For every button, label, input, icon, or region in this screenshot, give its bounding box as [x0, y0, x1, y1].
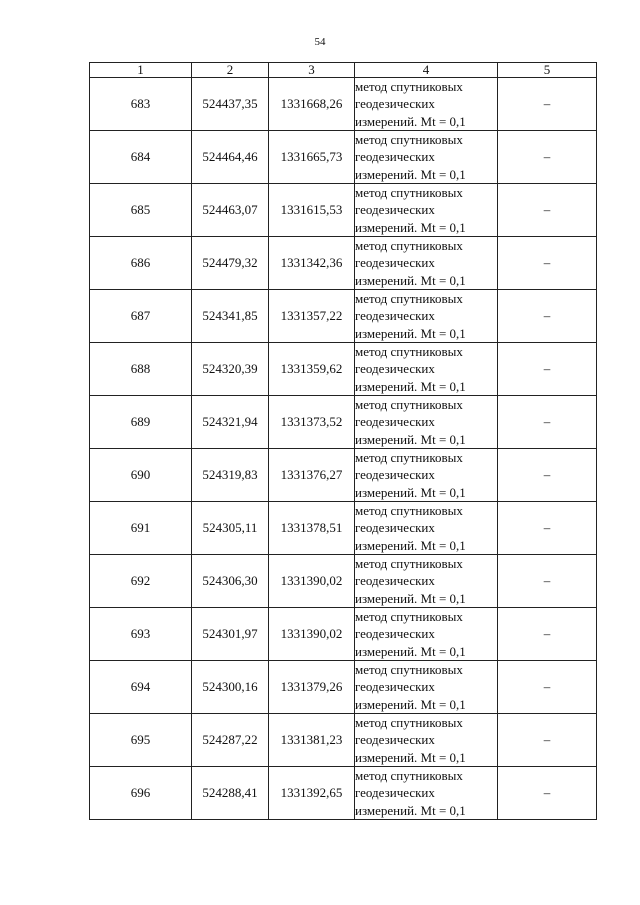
method-line: геодезических — [355, 626, 435, 642]
method-cell — [355, 184, 498, 237]
method-line: геодезических — [355, 414, 435, 430]
x-coordinate-cell: 524288,41 — [192, 767, 269, 820]
note-cell: – — [498, 767, 597, 820]
method-line: геодезических — [355, 149, 435, 165]
method-line: измерений. Mt = 0,1 — [355, 802, 466, 818]
method-line: измерений. Mt = 0,1 — [355, 325, 466, 341]
method-cell — [355, 237, 498, 290]
note-cell: – — [498, 78, 597, 131]
point-number-cell: 693 — [90, 608, 192, 661]
x-coordinate-cell: 524300,16 — [192, 661, 269, 714]
method-cell — [355, 78, 498, 131]
method-line: измерений. Mt = 0,1 — [355, 696, 466, 712]
note-cell: – — [498, 184, 597, 237]
y-coordinate-cell: 1331668,26 — [269, 78, 355, 131]
method-line: метод спутниковых — [355, 715, 463, 731]
method-line: измерений. Mt = 0,1 — [355, 272, 466, 288]
column-header: 1 — [90, 63, 192, 78]
coordinates-table — [89, 62, 597, 820]
method-line: метод спутниковых — [355, 344, 463, 360]
table-header — [90, 63, 597, 78]
method-line: метод спутниковых — [355, 556, 463, 572]
table-row — [90, 714, 597, 767]
method-line: метод спутниковых — [355, 132, 463, 148]
method-line: измерений. Mt = 0,1 — [355, 219, 466, 235]
table-row — [90, 767, 597, 820]
column-header: 2 — [192, 63, 269, 78]
method-cell — [355, 555, 498, 608]
method-cell — [355, 449, 498, 502]
point-number-cell: 692 — [90, 555, 192, 608]
method-cell — [355, 661, 498, 714]
method-cell — [355, 131, 498, 184]
y-coordinate-cell: 1331373,52 — [269, 396, 355, 449]
method-line: метод спутниковых — [355, 768, 463, 784]
y-coordinate-cell: 1331392,65 — [269, 767, 355, 820]
point-number-cell: 689 — [90, 396, 192, 449]
method-line: геодезических — [355, 679, 435, 695]
method-line: измерений. Mt = 0,1 — [355, 590, 466, 606]
method-line: метод спутниковых — [355, 185, 463, 201]
table-row — [90, 78, 597, 131]
point-number-cell: 687 — [90, 290, 192, 343]
method-line: метод спутниковых — [355, 503, 463, 519]
method-cell — [355, 714, 498, 767]
point-number-cell: 686 — [90, 237, 192, 290]
x-coordinate-cell: 524479,32 — [192, 237, 269, 290]
table-row — [90, 661, 597, 714]
note-cell: – — [498, 608, 597, 661]
y-coordinate-cell: 1331390,02 — [269, 555, 355, 608]
point-number-cell: 691 — [90, 502, 192, 555]
method-line: измерений. Mt = 0,1 — [355, 378, 466, 394]
column-header: 5 — [498, 63, 597, 78]
note-cell: – — [498, 396, 597, 449]
method-line: измерений. Mt = 0,1 — [355, 484, 466, 500]
note-cell: – — [498, 237, 597, 290]
note-cell: – — [498, 290, 597, 343]
y-coordinate-cell: 1331378,51 — [269, 502, 355, 555]
point-number-cell: 684 — [90, 131, 192, 184]
y-coordinate-cell: 1331342,36 — [269, 237, 355, 290]
method-line: метод спутниковых — [355, 238, 463, 254]
method-line: геодезических — [355, 467, 435, 483]
x-coordinate-cell: 524463,07 — [192, 184, 269, 237]
method-line: измерений. Mt = 0,1 — [355, 537, 466, 553]
y-coordinate-cell: 1331390,02 — [269, 608, 355, 661]
method-line: метод спутниковых — [355, 79, 463, 95]
table-row — [90, 449, 597, 502]
page-number: 54 — [314, 36, 326, 48]
method-line: метод спутниковых — [355, 662, 463, 678]
method-cell — [355, 343, 498, 396]
point-number-cell: 690 — [90, 449, 192, 502]
method-line: измерений. Mt = 0,1 — [355, 113, 466, 129]
y-coordinate-cell: 1331379,26 — [269, 661, 355, 714]
method-cell — [355, 396, 498, 449]
method-cell — [355, 290, 498, 343]
method-line: метод спутниковых — [355, 291, 463, 307]
table-row — [90, 502, 597, 555]
column-header: 4 — [355, 63, 498, 78]
method-line: геодезических — [355, 202, 435, 218]
note-cell: – — [498, 343, 597, 396]
method-cell — [355, 608, 498, 661]
table-row — [90, 396, 597, 449]
header-row — [90, 63, 597, 78]
table-row — [90, 184, 597, 237]
note-cell: – — [498, 502, 597, 555]
point-number-cell: 685 — [90, 184, 192, 237]
method-line: метод спутниковых — [355, 397, 463, 413]
table-row — [90, 237, 597, 290]
method-line: геодезических — [355, 520, 435, 536]
method-line: измерений. Mt = 0,1 — [355, 431, 466, 447]
point-number-cell: 694 — [90, 661, 192, 714]
x-coordinate-cell: 524287,22 — [192, 714, 269, 767]
note-cell: – — [498, 449, 597, 502]
method-line: измерений. Mt = 0,1 — [355, 166, 466, 182]
table-body — [90, 78, 597, 820]
method-line: метод спутниковых — [355, 450, 463, 466]
method-line: измерений. Mt = 0,1 — [355, 643, 466, 659]
y-coordinate-cell: 1331359,62 — [269, 343, 355, 396]
table-row — [90, 343, 597, 396]
table-row — [90, 131, 597, 184]
y-coordinate-cell: 1331665,73 — [269, 131, 355, 184]
note-cell: – — [498, 661, 597, 714]
y-coordinate-cell: 1331381,23 — [269, 714, 355, 767]
point-number-cell: 688 — [90, 343, 192, 396]
x-coordinate-cell: 524341,85 — [192, 290, 269, 343]
method-line: геодезических — [355, 573, 435, 589]
table-row — [90, 608, 597, 661]
x-coordinate-cell: 524464,46 — [192, 131, 269, 184]
method-line: геодезических — [355, 732, 435, 748]
point-number-cell: 696 — [90, 767, 192, 820]
method-line: геодезических — [355, 255, 435, 271]
method-line: геодезических — [355, 361, 435, 377]
column-header: 3 — [269, 63, 355, 78]
x-coordinate-cell: 524306,30 — [192, 555, 269, 608]
method-line: геодезических — [355, 308, 435, 324]
method-cell — [355, 502, 498, 555]
y-coordinate-cell: 1331357,22 — [269, 290, 355, 343]
point-number-cell: 695 — [90, 714, 192, 767]
note-cell: – — [498, 555, 597, 608]
x-coordinate-cell: 524305,11 — [192, 502, 269, 555]
table-row — [90, 290, 597, 343]
x-coordinate-cell: 524319,83 — [192, 449, 269, 502]
point-number-cell: 683 — [90, 78, 192, 131]
x-coordinate-cell: 524320,39 — [192, 343, 269, 396]
x-coordinate-cell: 524301,97 — [192, 608, 269, 661]
note-cell: – — [498, 131, 597, 184]
x-coordinate-cell: 524321,94 — [192, 396, 269, 449]
y-coordinate-cell: 1331376,27 — [269, 449, 355, 502]
method-line: измерений. Mt = 0,1 — [355, 749, 466, 765]
method-line: геодезических — [355, 785, 435, 801]
note-cell: – — [498, 714, 597, 767]
method-line: геодезических — [355, 96, 435, 112]
method-line: метод спутниковых — [355, 609, 463, 625]
table-row — [90, 555, 597, 608]
x-coordinate-cell: 524437,35 — [192, 78, 269, 131]
method-cell — [355, 767, 498, 820]
y-coordinate-cell: 1331615,53 — [269, 184, 355, 237]
